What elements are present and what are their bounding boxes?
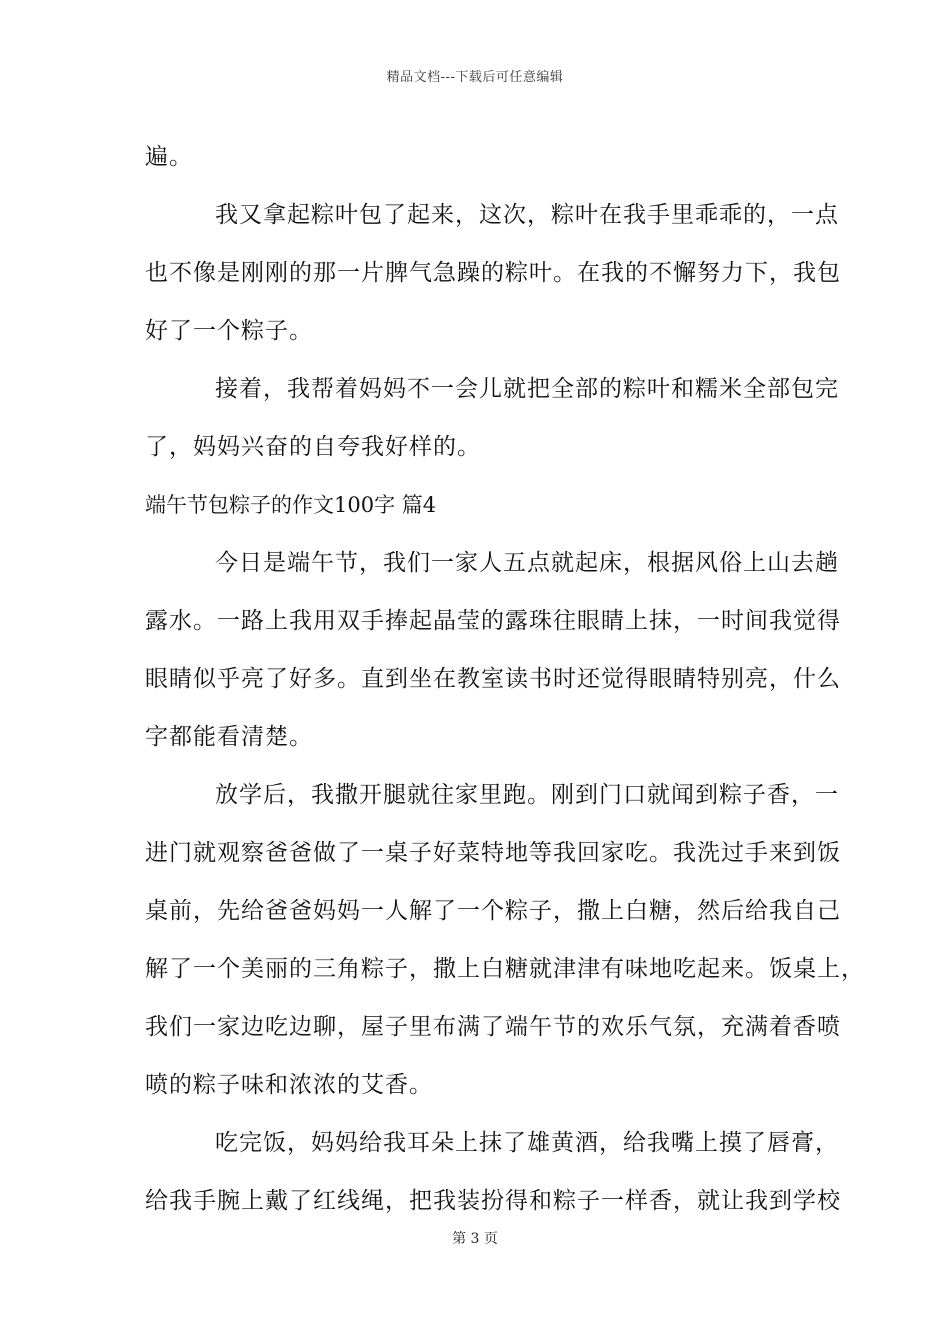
text-line: 进门就观察爸爸做了一桌子好菜特地等我回家吃。我洗过手来到饭 [145,840,841,866]
section-heading: 端午节包粽子的作文100字 篇4 [145,493,437,517]
text-line: 也不像是刚刚的那一片脾气急躁的粽叶。在我的不懈努力下，我包 [145,260,841,286]
text-line: 今日是端午节，我们一家人五点就起床，根据风俗上山去趟 [215,550,839,576]
text-line: 眼睛似乎亮了好多。直到坐在教室读书时还觉得眼睛特别亮，什么 [145,666,841,692]
text-line: 了，妈妈兴奋的自夸我好样的。 [145,434,481,460]
text-line: 好了一个粽子。 [145,318,313,344]
text-line: 桌前，先给爸爸妈妈一人解了一个粽子，撒上白糖，然后给我自己 [145,898,841,924]
text-line: 我又拿起粽叶包了起来，这次，粽叶在我手里乖乖的，一点 [215,202,839,228]
text-line: 接着，我帮着妈妈不一会儿就把全部的粽叶和糯米全部包完 [215,376,839,402]
text-line: 放学后，我撒开腿就往家里跑。刚到门口就闻到粽子香，一 [215,782,839,808]
text-line: 我们一家边吃边聊，屋子里布满了端午节的欢乐气氛，充满着香喷 [145,1014,841,1040]
text-line: 吃完饭，妈妈给我耳朵上抹了雄黄酒，给我嘴上摸了唇膏， [215,1130,839,1156]
text-line: 给我手腕上戴了红线绳，把我装扮得和粽子一样香，就让我到学校 [145,1188,841,1214]
text-line: 露水。一路上我用双手捧起晶莹的露珠往眼睛上抹，一时间我觉得 [145,608,841,634]
text-line: 字都能看清楚。 [145,724,313,750]
text-line: 喷的粽子味和浓浓的艾香。 [145,1072,433,1098]
text-line: 解了一个美丽的三角粽子，撒上白糖就津津有味地吃起来。饭桌上， [145,956,865,982]
document-body [145,128,865,1230]
text-line: 遍。 [145,144,193,170]
page-number: 第 3 页 [452,1231,498,1247]
page-header: 精品文档---下载后可任意编辑 [386,70,564,85]
